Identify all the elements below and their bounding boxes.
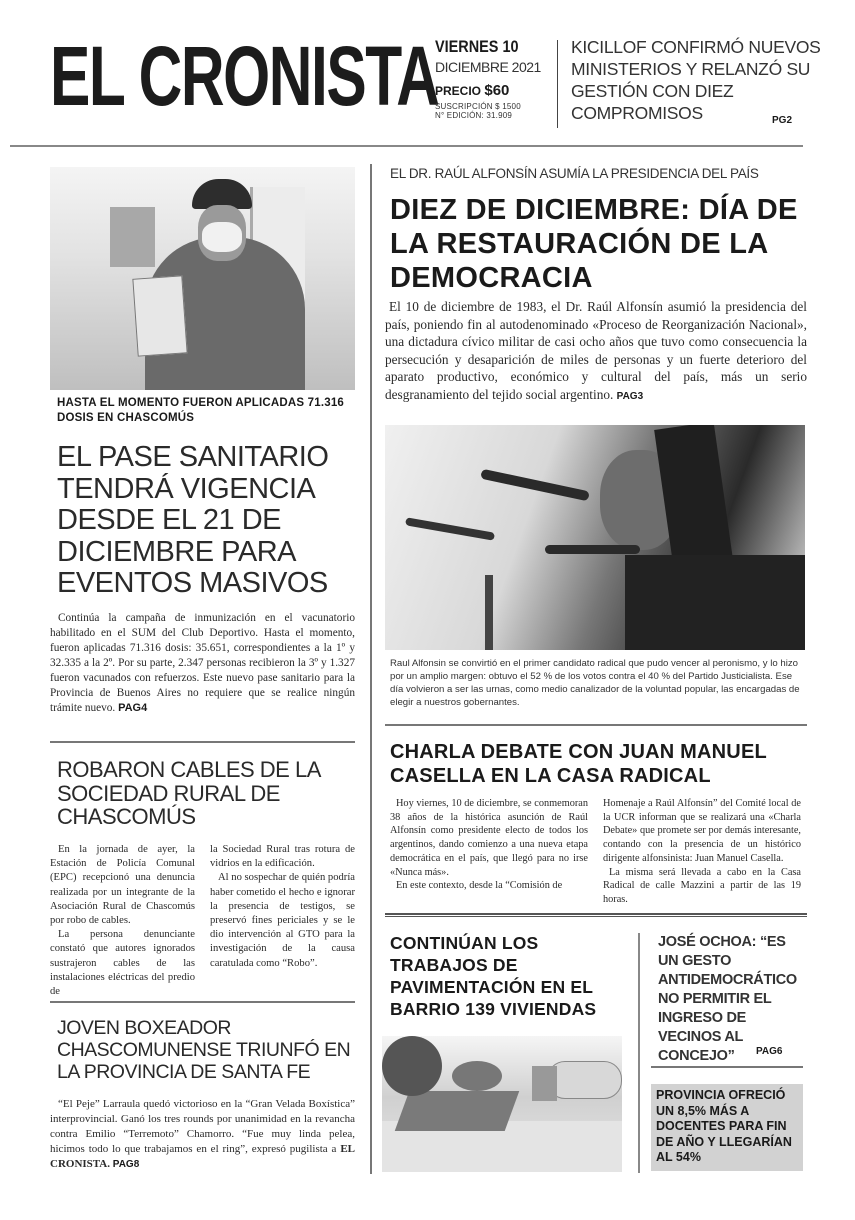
microphone [405,517,495,541]
boxer-body [50,1097,355,1172]
charla-column-1 [390,797,588,893]
main-story-kicker: EL DR. RAÚL ALFONSÍN ASUMÍA LA PRESIDENCIA DEL PAÍS [390,166,759,181]
pase-sanitario-body [50,611,355,716]
charla-paragraph: Hoy viernes, 10 de diciembre, se conmemoran 38 años de la histórica asunción de Raúl Alfonsín como presidente electo de todos los argentinos, dando comienzo a una nueva etapa democrática en el país, que llegó para no irse «Nunca más». [390,798,588,878]
charla-paragraph: La misma será llevada a cabo en la Casa Radical de calle Mazzini a partir de las 19 horas. [603,866,801,905]
boxer-body-text: “El Peje” Larraula quedó victorioso en la “Gran Velada Boxística” interprovincial. Ganó los tres rounds por unanimidad en la revancha contra Emilio “Terremoto” Chamorro. “Fue muy linda pelea, hicimos todo lo que trabajamos en el ring”, expresó pugilista a [50,1098,355,1155]
wall-poster [110,207,155,267]
cables-paragraph: En la jornada de ayer, la Estación de Policía Comunal (EPC) recepcionó una denuncia realizada por un integrante de la Asociación Rural de Chascomús por robo de cables. [50,844,195,927]
boxer-page-ref[interactable]: PAG8 [112,1159,140,1170]
issue-info [435,37,545,120]
microphone [545,545,640,554]
price [435,82,545,99]
charla-paragraph: Homenaje a Raúl Alfonsín” del Comité local de la UCR informan que se realizará una «Charla Debate» que promete ser por demás interesante, contando con la presencia de un histórico dirigente alfonsinista: Juan Manuel Casella. [603,798,801,864]
issue-month-year: DICIEMBRE 2021 [435,59,541,75]
masthead-page-ref[interactable]: PG2 [772,115,793,126]
truck-cab [532,1066,557,1101]
tree [452,1061,502,1091]
issue-day: VIERNES 10 [435,37,519,56]
alfonsin-photo[interactable] [385,425,805,650]
column-divider [370,164,372,1174]
asphalt [395,1091,520,1131]
section-rule [651,1066,803,1068]
vaccine-photo[interactable] [50,167,355,390]
price-label: PRECIO [435,84,482,98]
speaker-suit [625,555,805,650]
cables-column-1 [50,843,195,999]
pase-sanitario-headline[interactable]: EL PASE SANITARIO TENDRÁ VIGENCIA DESDE EL 21 DE DICIEMBRE PARA EVENTOS MASIVOS [57,441,329,599]
microphone [480,469,590,502]
double-rule [385,913,807,917]
masthead-divider [557,40,558,128]
charla-headline[interactable]: CHARLA DEBATE CON JUAN MANUEL CASELLA EN LA CASA RADICAL [390,741,767,787]
sidebar-divider [638,933,640,1173]
pase-body-text: Continúa la campaña de inmunización en el vacunatorio habilitado en el SUM del Club Deportivo. Hasta el momento, fueron aplicadas 71.316 dosis: 35.651, correspondientes a la 1º y 32.335 a la 2º. Por su parte, 2.347 personas recibieron la 3º y 1.327 fueron vacunados con refuerzos. Este nuevo pase sanitario para la Provincia de Buenos Aires no requiere que se realice ningún trámite nuevo. [50,612,355,714]
main-story-body [385,298,807,405]
ochoa-headline[interactable]: JOSÉ OCHOA: “ES UN GESTO ANTIDEMOCRÁTICO NO PERMITIR EL INGRESO DE VECINOS AL CONCEJO” [658,934,797,1064]
tanker-truck [547,1061,622,1099]
subscription-price: SUSCRIPCIÓN $ 1500 [435,102,521,111]
masthead-headline[interactable]: KICILLOF CONFIRMÓ NUEVOS MINISTERIOS Y RELANZÓ SU GESTIÓN CON DIEZ COMPROMISOS [571,37,821,123]
price-value: $60 [484,82,510,99]
newspaper-logo[interactable]: EL CRONISTA [50,29,439,123]
charla-paragraph: En este contexto, desde la “Comisión de [396,880,563,892]
mic-stand [485,575,493,650]
pase-page-ref[interactable]: PAG4 [118,702,148,714]
main-story-page-ref[interactable]: PAG3 [616,390,644,402]
cables-column-2 [210,843,355,971]
paving-headline[interactable]: CONTINÚAN LOS TRABAJOS DE PAVIMENTACIÓN EN EL BARRIO 139 VIVIENDAS [390,933,597,1019]
masthead-rule [10,145,803,147]
paving-photo[interactable] [382,1036,622,1172]
cables-paragraph: Al no sospechar de quién podría haber cometido el hecho e ignorar la presencia de testigos, se preservó fines periciales y se le dio intervención al GTO para la investigación de la causa caratulada como “Robo”. [210,872,355,969]
section-rule [385,724,807,726]
tree [382,1036,442,1096]
boxer-body-bold: EL CRONISTA. [50,1143,355,1170]
section-rule [50,741,355,743]
cables-paragraph: La persona denunciante constató que autores ignorados sustrajeron cables de las instalaciones eléctricas del predio de [50,929,195,998]
alfonsin-photo-caption: Raul Alfonsin se convirtió en el primer candidato radical que pudo vencer al peronismo, y lo hizo por un amplio margen: obtuvo el 52 % de los votos contra el 40 % del Partido Justicialista. Ese día volvieron a ser las urnas, como medio canalizador de la voluntad popular, las encargadas de elegir a nuestros gobernantes. [390,658,800,708]
cables-headline[interactable]: ROBARON CABLES DE LA SOCIEDAD RURAL DE CHASCOMÚS [57,757,320,829]
cables-paragraph: la Sociedad Rural tras rotura de vidrios en la edificación. [210,844,355,870]
provincia-teachers-box[interactable]: PROVINCIA OFRECIÓ UN 8,5% MÁS A DOCENTES PARA FIN DE AÑO Y LLEGARÍAN AL 54% [651,1084,803,1171]
main-story-body-text: El 10 de diciembre de 1983, el Dr. Raúl Alfonsín asumió la presidencia del país, poniendo fin al autodenominado «Proceso de Reorganización Nacional», una dictadura cívico militar de casi ocho años que tuvo como consecuencia la persecución y desaparición de miles de personas y un fuerte deterioro del aparato productivo, económico y cultural del país, más un serio desgranamiento del tejido social argentino. [385,299,807,402]
section-rule [50,1001,355,1003]
vaccine-photo-caption: HASTA EL MOMENTO FUERON APLICADAS 71.316 DOSIS EN CHASCOMÚS [57,397,345,424]
charla-column-2 [603,797,801,907]
boxer-headline[interactable]: JOVEN BOXEADOR CHASCOMUNENSE TRIUNFÓ EN LA PROVINCIA DE SANTA FE [57,1017,351,1083]
face-mask [202,222,242,252]
vaccination-card [132,275,187,356]
edition-number: N° EDICIÓN: 31.909 [435,111,513,120]
main-story-headline[interactable]: DIEZ DE DICIEMBRE: DÍA DE LA RESTAURACIÓN DE LA DEMOCRACIA [390,194,798,294]
ochoa-page-ref[interactable]: PAG6 [756,1046,783,1057]
